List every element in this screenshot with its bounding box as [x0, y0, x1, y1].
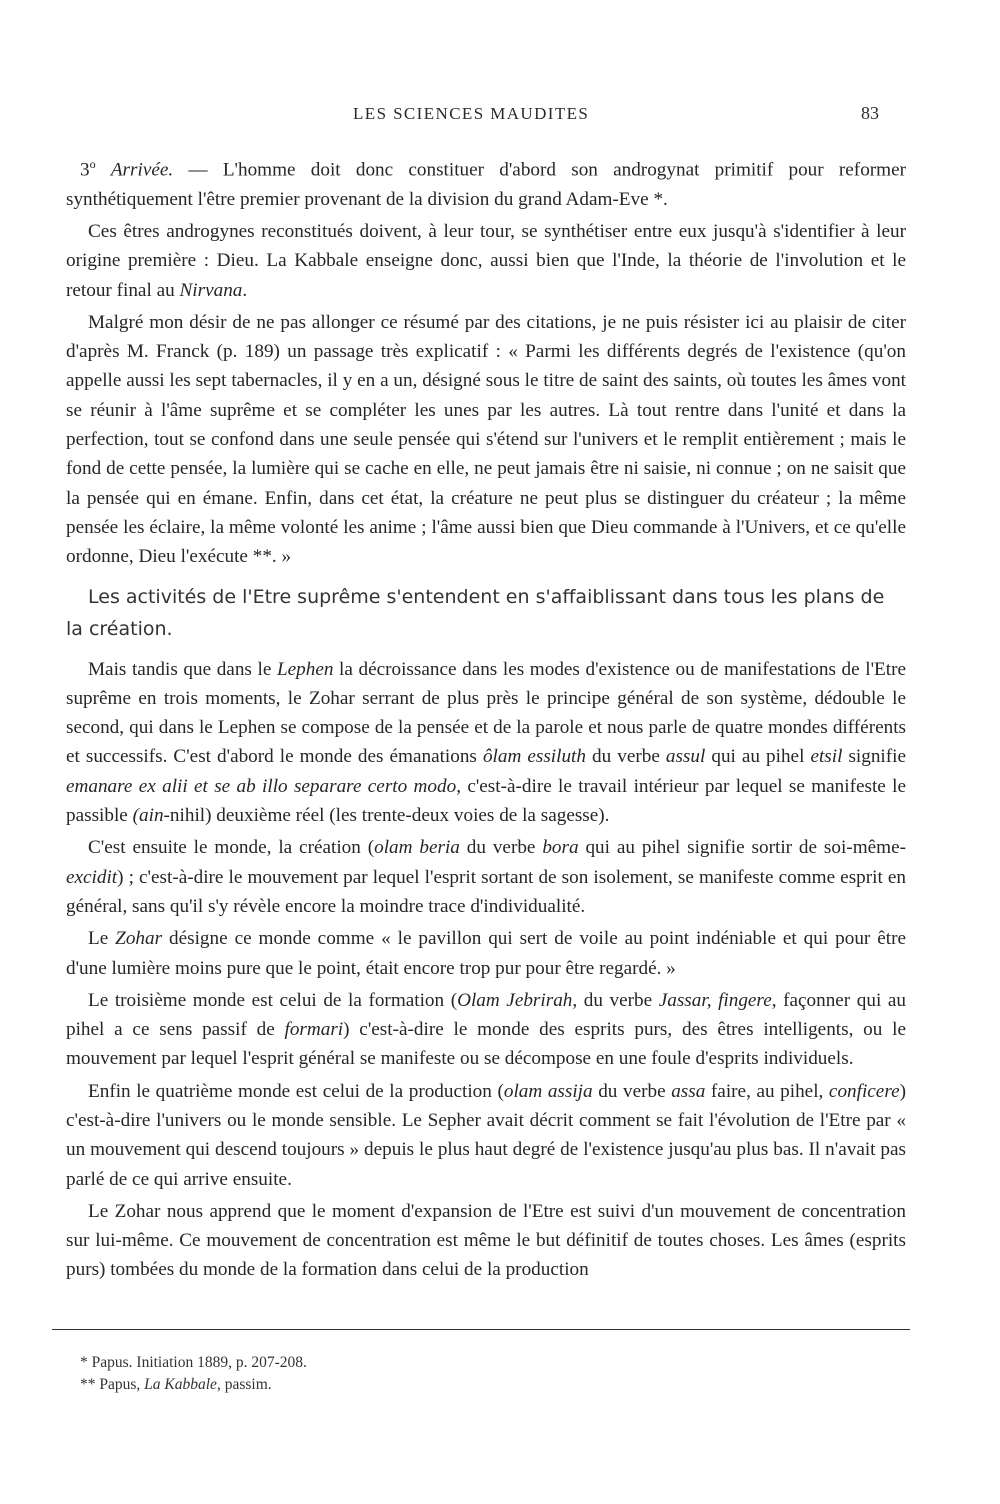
paragraph-formation — [66, 986, 906, 1074]
footnote-text: , passim. — [216, 1376, 272, 1393]
paragraph-activites: Les activités de l'Etre suprême s'entendent en s'affaiblissant dans tous les plans de la création. — [66, 585, 885, 640]
paragraph-lephen — [66, 655, 906, 831]
paragraph-text: Mais tandis que dans le — [88, 658, 277, 680]
paragraph-text: désigne ce monde comme « le pavillon qui sert de voile au point indéniable et qui pour être d'une lumière moins pure que le point, était encore trop pur pour être regardé. » — [66, 928, 906, 979]
paragraph-text: -nihil) deuxième réel (les trente-deux voies de la sagesse). — [163, 805, 610, 827]
paragraph-androgynes — [66, 217, 906, 305]
section-heading: Arrivée. — [110, 159, 174, 181]
footnote-book-title: La Kabbale — [144, 1376, 217, 1393]
paragraph-text: C'est ensuite le monde, la création ( — [88, 837, 375, 859]
paragraph-text: Enfin le quatrième monde est celui de la production ( — [88, 1080, 504, 1102]
footnotes — [80, 1352, 880, 1396]
paragraph-text: qui au pihel — [705, 746, 811, 768]
footnote-2 — [80, 1374, 880, 1396]
italic-term: conficere — [828, 1080, 900, 1102]
paragraph-text: faire, au pihel, — [705, 1080, 829, 1102]
italic-term: bora — [542, 837, 579, 859]
paragraph-beria — [66, 833, 906, 921]
ordinal-mark: o — [89, 157, 96, 171]
running-title: LES SCIENCES MAUDITES — [353, 104, 590, 123]
paragraph-text: ) ; c'est-à-dire le mouvement par lequel l'esprit sortant de son isolement, se manifeste comme esprit en général, sans qu'il s'y révèle encore la moindre trace d'individualité. — [66, 866, 906, 917]
running-head — [0, 104, 1000, 134]
body-text — [66, 150, 906, 1285]
paragraph-text: du verbe — [592, 1080, 672, 1102]
page-number: 83 — [861, 103, 879, 123]
paragraph-concentration: Le Zohar nous apprend que le moment d'expansion de l'Etre est suivi d'un mouvement de concentration sur lui-même. Ce mouvement de concentration est même le but définitif de toutes choses. Les âmes (esprits purs) tombées du monde de la formation dans celui de la production — [66, 1200, 906, 1281]
paragraph-text: du verbe — [585, 746, 666, 768]
italic-term: formari — [284, 1019, 344, 1041]
footnote-divider — [52, 1329, 910, 1330]
paragraph-arrivee — [66, 150, 906, 214]
italic-term: Olam Jebrirah — [457, 989, 573, 1011]
italic-term: assul — [665, 746, 706, 768]
paragraph-text: qui au pihel signifie sortir de soi-même- — [578, 837, 906, 859]
paragraph-text: — L'homme doit donc constituer d'abord son androgynat primitif pour reformer synthétiquement l'être premier provenant de la division du grand Adam-Eve *. — [66, 159, 907, 210]
paragraph-text: ) c'est-à-dire le monde des esprits purs, des êtres intelligents, ou le mouvement par lequel l'esprit général se manifeste ou se décompose en une foule d'esprits individuels. — [66, 1019, 906, 1070]
italic-term: emanare ex alii et se ab illo separare certo modo — [66, 775, 457, 797]
italic-term: Lephen — [276, 658, 334, 680]
paragraph-production — [66, 1077, 906, 1194]
footnote-text: ** Papus, — [80, 1376, 145, 1393]
italic-term: etsil — [810, 746, 843, 768]
paragraph-text: , façonner qui au pihel a ce sens passif de — [66, 989, 906, 1041]
italic-term: ôlam essiluth — [482, 746, 586, 768]
paragraph-text: , du verbe — [572, 989, 659, 1011]
italic-term: assa — [671, 1080, 706, 1102]
paragraph-zohar-pavillon — [66, 924, 906, 983]
paragraph-text: Ces êtres androgynes reconstitués doivent, à leur tour, se synthétiser entre eux jusqu'à s'identifier à leur origine première : Dieu. La Kabbale enseigne donc, aussi bien que l'Inde, la théorie de l'involution et le retour final au — [66, 220, 906, 301]
paragraph-text: Le troisième monde est celui de la formation ( — [88, 989, 458, 1011]
italic-term: excidit — [66, 866, 118, 888]
section-number: 3 — [80, 159, 90, 181]
italic-term: olam beria — [374, 837, 460, 859]
paragraph-text: ) c'est-à-dire l'univers ou le monde sensible. Le Sepher avait décrit comment se fait l'évolution de l'Etre par « un mouvement qui descend toujours » depuis le plus haut degré de l'existence jusqu'au plus bas. Il n'avait pas parlé de ce qui arrive ensuite. — [66, 1080, 906, 1190]
paragraph-text: , c'est-à-dire le travail intérieur par lequel se manifeste le passible — [66, 775, 907, 827]
paragraph-text: Le — [88, 928, 116, 950]
paragraph-text: signifie — [842, 746, 907, 768]
italic-term: (ain — [132, 805, 164, 827]
italic-term: olam assija — [503, 1080, 593, 1102]
paragraph-franck-quote: Malgré mon désir de ne pas allonger ce résumé par des citations, je ne puis résister ici au plaisir de citer d'après M. Franck (p. 189) un passage très explicatif : « Parmi les différents degrés de l'existence (qu'on appelle aussi les sept tabernacles, il y en a un, désigné sous le titre de saint des saints, où toutes les âmes vont se réunir à l'âme suprême et se compléter les unes par les autres. Là tout rentre dans l'unité et dans la perfection, tout se confond dans une seule pensée qui s'étend sur l'univers et le remplit entièrement ; mais le fond de cette pensée, la lumière qui se cache en elle, ne peut jamais être ni saisie, ni connue ; on ne saisit que la pensée qui en émane. Enfin, dans cet état, la créature ne peut plus se distinguer du créateur ; la même pensée les éclaire, la même volonté les anime ; l'âme aussi bien que Dieu commande à l'Univers, et ce qu'elle ordonne, Dieu l'exécute **. » — [66, 311, 906, 568]
italic-term: Nirvana — [179, 279, 243, 301]
paragraph-text: du verbe — [459, 837, 543, 859]
paragraph-text: . — [242, 279, 248, 301]
paragraph-text: la décroissance dans les modes d'existence ou de manifestations de l'Etre suprême en trois moments, le Zohar serrant de plus près le principe général de son système, dédouble le second, qui dans le Lephen se compose de la pensée et de la parole et nous parle de quatre mondes différents et successifs. C'est d'abord le monde des émanations — [66, 658, 906, 768]
italic-term: Zohar — [115, 928, 163, 950]
footnote-1: * Papus. Initiation 1889, p. 207-208. — [80, 1354, 307, 1371]
italic-term: Jassar, fingere — [658, 989, 772, 1011]
